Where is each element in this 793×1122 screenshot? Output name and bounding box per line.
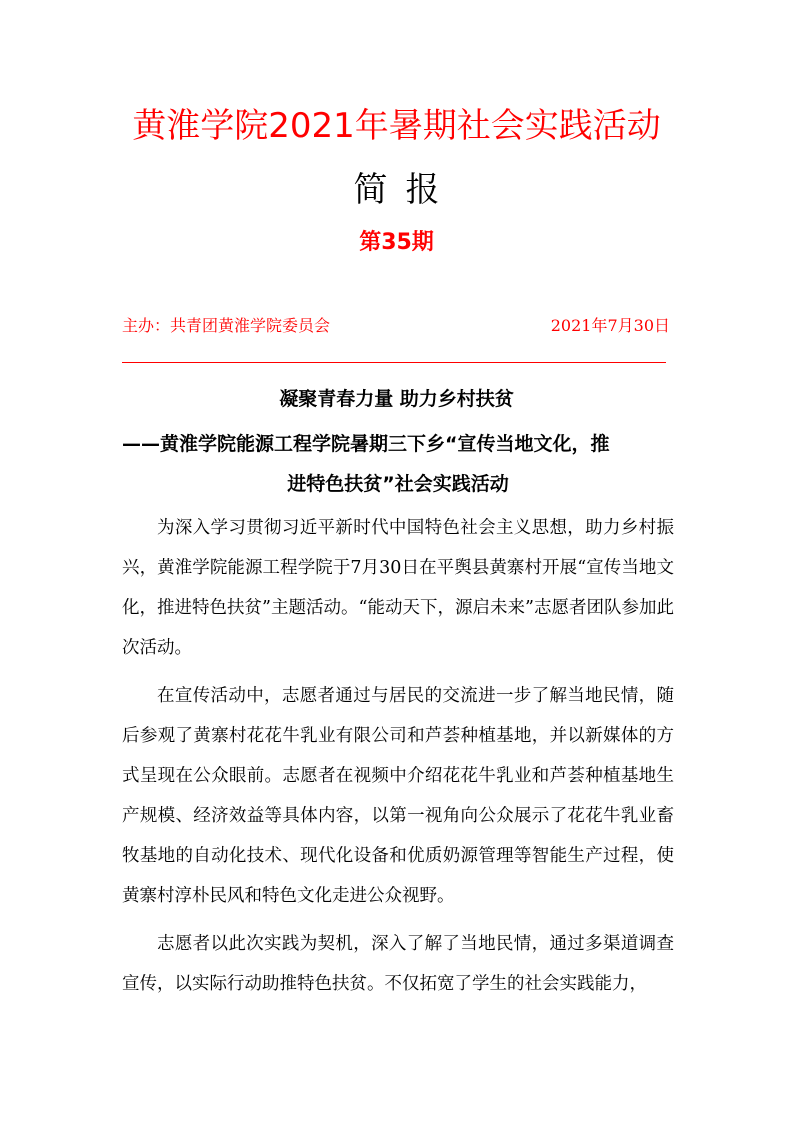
issue-number: 第35期 bbox=[359, 230, 434, 255]
publish-date: 2021年7月30日 bbox=[550, 316, 670, 335]
body-paragraph-3: 志愿者以此次实践为契机，深入了解了当地民情，通过多渠道调查宣传，以实际行动助推特色扶贫。不仅拓宽了学生的社会实践能力， bbox=[122, 934, 674, 994]
masthead-title: 黄淮学院2021年暑期社会实践活动 bbox=[132, 106, 661, 146]
sponsor-text: 主办：共青团黄淮学院委员会 bbox=[122, 316, 331, 335]
article-body bbox=[122, 508, 674, 1012]
article-subtitle-line-1: ——黄淮学院能源工程学院暑期三下乡“宣传当地文化，推 bbox=[122, 433, 610, 455]
body-paragraph-2: 在宣传活动中，志愿者通过与居民的交流进一步了解当地民情，随后参观了黄寨村花花牛乳业有限公司和芦荟种植基地，并以新媒体的方式呈现在公众眼前。志愿者在视频中介绍花花牛乳业和芦荟种植基地生产规模、经济效益等具体内容，以第一视角向公众展示了花花牛乳业畜牧基地的自动化技术、现代化设备和优质奶源管理等智能生产过程，使黄寨村淳朴民风和特色文化走进公众视野。 bbox=[122, 686, 674, 906]
meta-row bbox=[122, 314, 670, 338]
body-paragraph-1: 为深入学习贯彻习近平新时代中国特色社会主义思想，助力乡村振兴，黄淮学院能源工程学院于7月30日在平舆县黄寨村开展“宣传当地文化，推进特色扶贫”主题活动。“能动天下，源启未来”志愿者团队参加此次活动。 bbox=[122, 518, 674, 658]
header-divider bbox=[122, 362, 666, 363]
document-type: 简报 bbox=[353, 170, 458, 210]
article-subtitle bbox=[122, 424, 674, 504]
article-subtitle-line-2: 进特色扶贫”社会实践活动 bbox=[287, 473, 509, 495]
article-title: 凝聚青春力量 助力乡村扶贫 bbox=[279, 388, 514, 410]
